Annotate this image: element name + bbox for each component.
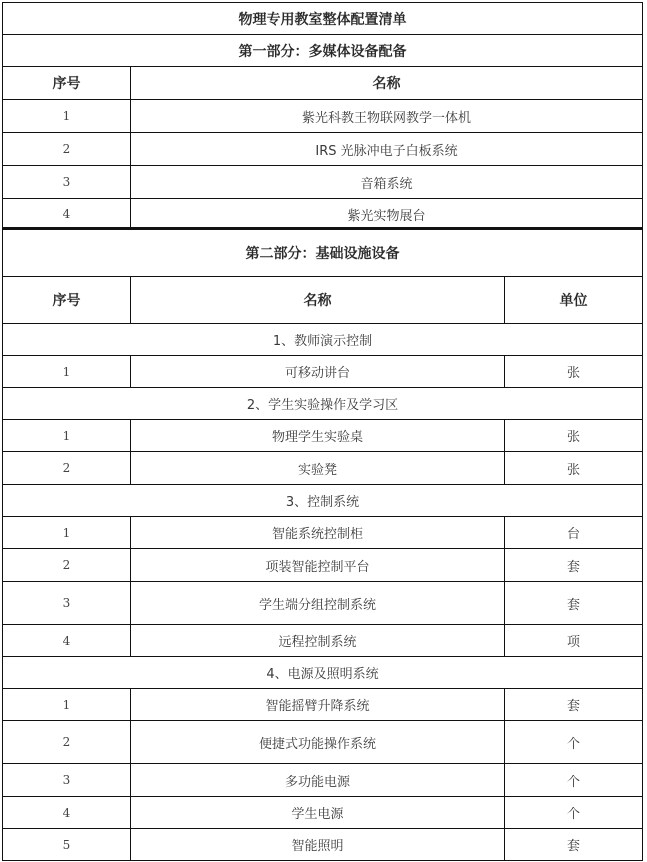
part1-heading: 第一部分：多媒体设备配备 (3, 35, 643, 67)
row-no: 4 (3, 797, 131, 829)
table-row (3, 517, 643, 549)
row-unit: 套 (504, 549, 642, 582)
table-row (3, 829, 643, 861)
row-name: 实验凳 (131, 452, 505, 485)
part2-heading: 第二部分：基础设施设备 (3, 229, 643, 277)
row-unit: 个 (504, 721, 642, 764)
table-row (3, 199, 643, 230)
column-header-name: 名称 (131, 277, 505, 324)
row-no: 1 (3, 100, 131, 133)
row-name: 便捷式功能操作系统 (131, 721, 505, 764)
row-no: 3 (3, 166, 131, 199)
row-no: 3 (3, 582, 131, 625)
table-row (3, 356, 643, 388)
row-no: 2 (3, 721, 131, 764)
row-name: 学生端分组控制系统 (131, 582, 505, 625)
table-row (3, 689, 643, 721)
row-unit: 套 (504, 829, 642, 861)
row-unit: 张 (504, 420, 642, 452)
row-no: 1 (3, 517, 131, 549)
table-row (3, 133, 643, 166)
column-header-unit: 单位 (504, 277, 642, 324)
table-row (3, 420, 643, 452)
row-name: 物理学生实验桌 (131, 420, 505, 452)
group-heading: 1、教师演示控制 (3, 324, 643, 356)
row-name: 多功能电源 (131, 764, 505, 797)
row-no: 1 (3, 689, 131, 721)
row-unit: 台 (504, 517, 642, 549)
multimedia-equipment-table (2, 2, 643, 230)
row-name: 项装智能控制平台 (131, 549, 505, 582)
table-row (3, 764, 643, 797)
row-no: 2 (3, 452, 131, 485)
infrastructure-equipment-table (2, 227, 643, 861)
row-name: IRS 光脉冲电子白板系统 (131, 133, 643, 166)
row-unit: 张 (504, 452, 642, 485)
row-name: 音箱系统 (131, 166, 643, 199)
row-unit: 个 (504, 797, 642, 829)
table-row (3, 625, 643, 657)
column-header-no: 序号 (3, 277, 131, 324)
column-header-no: 序号 (3, 67, 131, 100)
table-row (3, 797, 643, 829)
row-unit: 套 (504, 689, 642, 721)
table-row (3, 166, 643, 199)
document-title: 物理专用教室整体配置清单 (3, 3, 643, 35)
row-no: 5 (3, 829, 131, 861)
row-name: 学生电源 (131, 797, 505, 829)
row-no: 2 (3, 133, 131, 166)
group-heading: 4、电源及照明系统 (3, 657, 643, 689)
column-header-name: 名称 (131, 67, 643, 100)
group-heading: 2、学生实验操作及学习区 (3, 388, 643, 420)
table-row (3, 549, 643, 582)
table-row (3, 452, 643, 485)
row-unit: 项 (504, 625, 642, 657)
row-name: 紫光科教王物联网教学一体机 (131, 100, 643, 133)
row-name: 智能系统控制柜 (131, 517, 505, 549)
row-name: 紫光实物展台 (131, 199, 643, 230)
row-name: 智能照明 (131, 829, 505, 861)
table-row (3, 582, 643, 625)
row-name: 可移动讲台 (131, 356, 505, 388)
row-unit: 个 (504, 764, 642, 797)
row-unit: 套 (504, 582, 642, 625)
table-row (3, 100, 643, 133)
group-heading: 3、控制系统 (3, 485, 643, 517)
table-row (3, 721, 643, 764)
row-no: 4 (3, 625, 131, 657)
row-no: 2 (3, 549, 131, 582)
row-unit: 张 (504, 356, 642, 388)
row-no: 4 (3, 199, 131, 230)
row-name: 远程控制系统 (131, 625, 505, 657)
row-name: 智能摇臂升降系统 (131, 689, 505, 721)
row-no: 1 (3, 420, 131, 452)
row-no: 1 (3, 356, 131, 388)
row-no: 3 (3, 764, 131, 797)
